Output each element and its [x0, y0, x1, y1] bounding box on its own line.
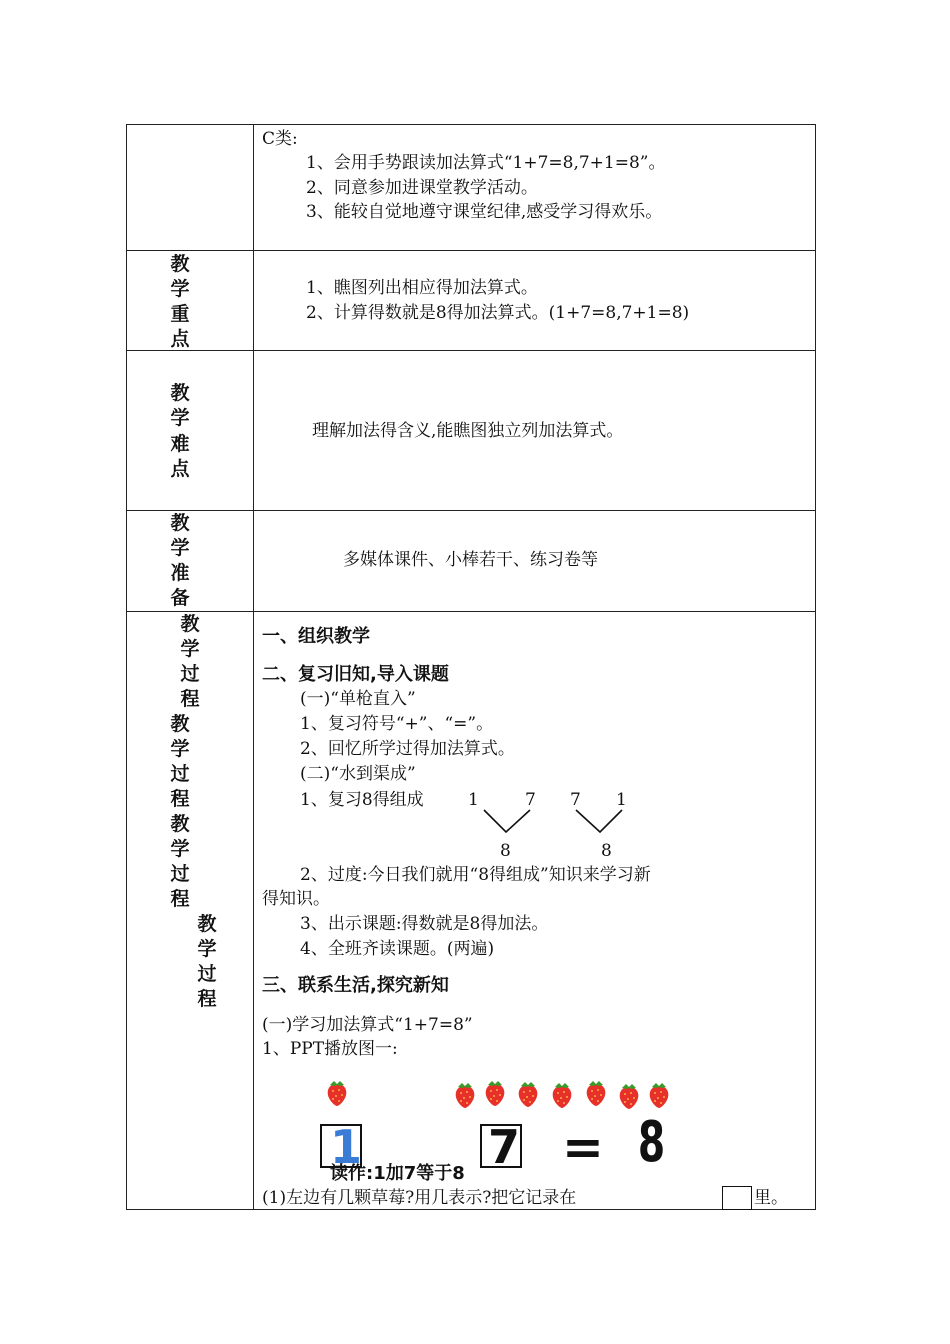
- key-label-4: 点: [170, 328, 190, 350]
- prep-label-3: 准: [170, 562, 190, 584]
- c-item-2: 2、同意参加进课堂教学活动。: [306, 178, 538, 198]
- row-divider: [127, 350, 815, 351]
- row-divider: [127, 250, 815, 251]
- subsection-2-2: (二)“水到渠成”: [300, 764, 416, 784]
- strawberry-icon: [486, 1081, 505, 1106]
- proc-label: 过: [170, 863, 190, 885]
- c-category-title: C类:: [262, 129, 298, 149]
- composition-1-part-a: 1: [468, 790, 479, 810]
- strawberry-icon: [650, 1083, 669, 1108]
- composition-1-sum: 8: [500, 841, 511, 861]
- prep-label-2: 学: [170, 537, 190, 559]
- proc-label: 程: [170, 788, 190, 810]
- c-item-3: 3、能较自觉地遵守课堂纪律,感受学习得欢乐。: [306, 202, 663, 222]
- key-label-3: 重: [170, 303, 190, 325]
- big-number-7: 7: [488, 1124, 521, 1168]
- proc-label: 学: [170, 838, 190, 860]
- proc-label: 过: [197, 963, 217, 985]
- strawberry-icon: [553, 1083, 572, 1108]
- strawberry-icon: [456, 1083, 475, 1108]
- strawberry-icon: [519, 1082, 538, 1107]
- item-2-2b-line1: 2、过度:今日我们就用“8得组成”知识来学习新: [300, 865, 651, 885]
- composition-1-branch: [484, 810, 530, 832]
- section-1-heading: 一、组织教学: [262, 626, 370, 647]
- strawberry-icon: [587, 1081, 606, 1106]
- diff-label-4: 点: [170, 458, 190, 480]
- picture-caption: 读作:1加7等于8: [330, 1163, 465, 1184]
- item-3-1a: 1、PPT播放图一:: [262, 1039, 398, 1059]
- answer-box[interactable]: [722, 1186, 752, 1210]
- key-label-1: 教: [170, 253, 190, 275]
- subsection-2-1: (一)“单枪直入”: [300, 689, 416, 709]
- question-1: (1)左边有几颗草莓?用几表示?把它记录在: [262, 1188, 577, 1208]
- section-3-heading: 三、联系生活,探究新知: [262, 975, 449, 996]
- diff-label-3: 难: [170, 433, 190, 455]
- proc-label: 程: [170, 888, 190, 910]
- key-item-2: 2、计算得数就是8得加法算式。(1+7=8,7+1=8): [306, 303, 690, 323]
- key-item-1: 1、瞧图列出相应得加法算式。: [306, 278, 538, 298]
- diff-text: 理解加法得含义,能瞧图独立列加法算式。: [312, 421, 624, 441]
- proc-label: 学: [180, 638, 200, 660]
- prep-text: 多媒体课件、小棒若干、练习卷等: [343, 550, 598, 570]
- item-2-1b: 2、回忆所学过得加法算式。: [300, 739, 515, 759]
- proc-label: 教: [180, 613, 200, 635]
- diff-label-1: 教: [170, 382, 190, 404]
- item-2-1a: 1、复习符号“+”、“=”。: [300, 714, 494, 734]
- item-2-2a: 1、复习8得组成: [300, 790, 424, 810]
- item-2-2d: 4、全班齐读课题。(两遍): [300, 939, 495, 959]
- proc-label: 学: [170, 738, 190, 760]
- key-label-2: 学: [170, 278, 190, 300]
- strawberry-picture: [322, 1078, 672, 1110]
- strawberry-icon: [620, 1084, 639, 1109]
- prep-label-1: 教: [170, 512, 190, 534]
- composition-2-part-b: 1: [616, 790, 627, 810]
- proc-label: 过: [180, 663, 200, 685]
- question-1-end: 里。: [754, 1188, 788, 1208]
- prep-label-4: 备: [170, 587, 190, 609]
- row-divider: [127, 611, 815, 612]
- proc-label: 过: [170, 763, 190, 785]
- subsection-3-1: (一)学习加法算式“1+7=8”: [262, 1015, 473, 1035]
- number-box-7: [480, 1124, 522, 1168]
- proc-label: 学: [197, 938, 217, 960]
- strawberry-icon: [328, 1081, 347, 1106]
- big-result-8: 8: [637, 1110, 666, 1175]
- proc-label: 程: [180, 688, 200, 710]
- section-2-heading: 二、复习旧知,导入课题: [262, 664, 449, 685]
- proc-label: 程: [197, 988, 217, 1010]
- item-2-2c: 3、出示课题:得数就是8得加法。: [300, 914, 549, 934]
- number-box-1: [320, 1120, 363, 1174]
- proc-label: 教: [197, 913, 217, 935]
- composition-2-branch: [576, 810, 622, 832]
- column-divider: [253, 125, 254, 1209]
- row-divider: [127, 510, 815, 511]
- composition-branches: [470, 800, 650, 840]
- item-2-2b-line2: 得知识。: [262, 889, 330, 909]
- composition-2-part-a: 7: [570, 790, 581, 810]
- proc-label: 教: [170, 713, 190, 735]
- big-number-1: 1: [330, 1120, 363, 1174]
- c-item-1: 1、会用手势跟读加法算式“1+7=8,7+1=8”。: [306, 153, 666, 173]
- proc-label: 教: [170, 813, 190, 835]
- composition-2-sum: 8: [601, 841, 612, 861]
- diff-label-2: 学: [170, 407, 190, 429]
- big-equals: =: [562, 1118, 604, 1176]
- composition-1-part-b: 7: [525, 790, 536, 810]
